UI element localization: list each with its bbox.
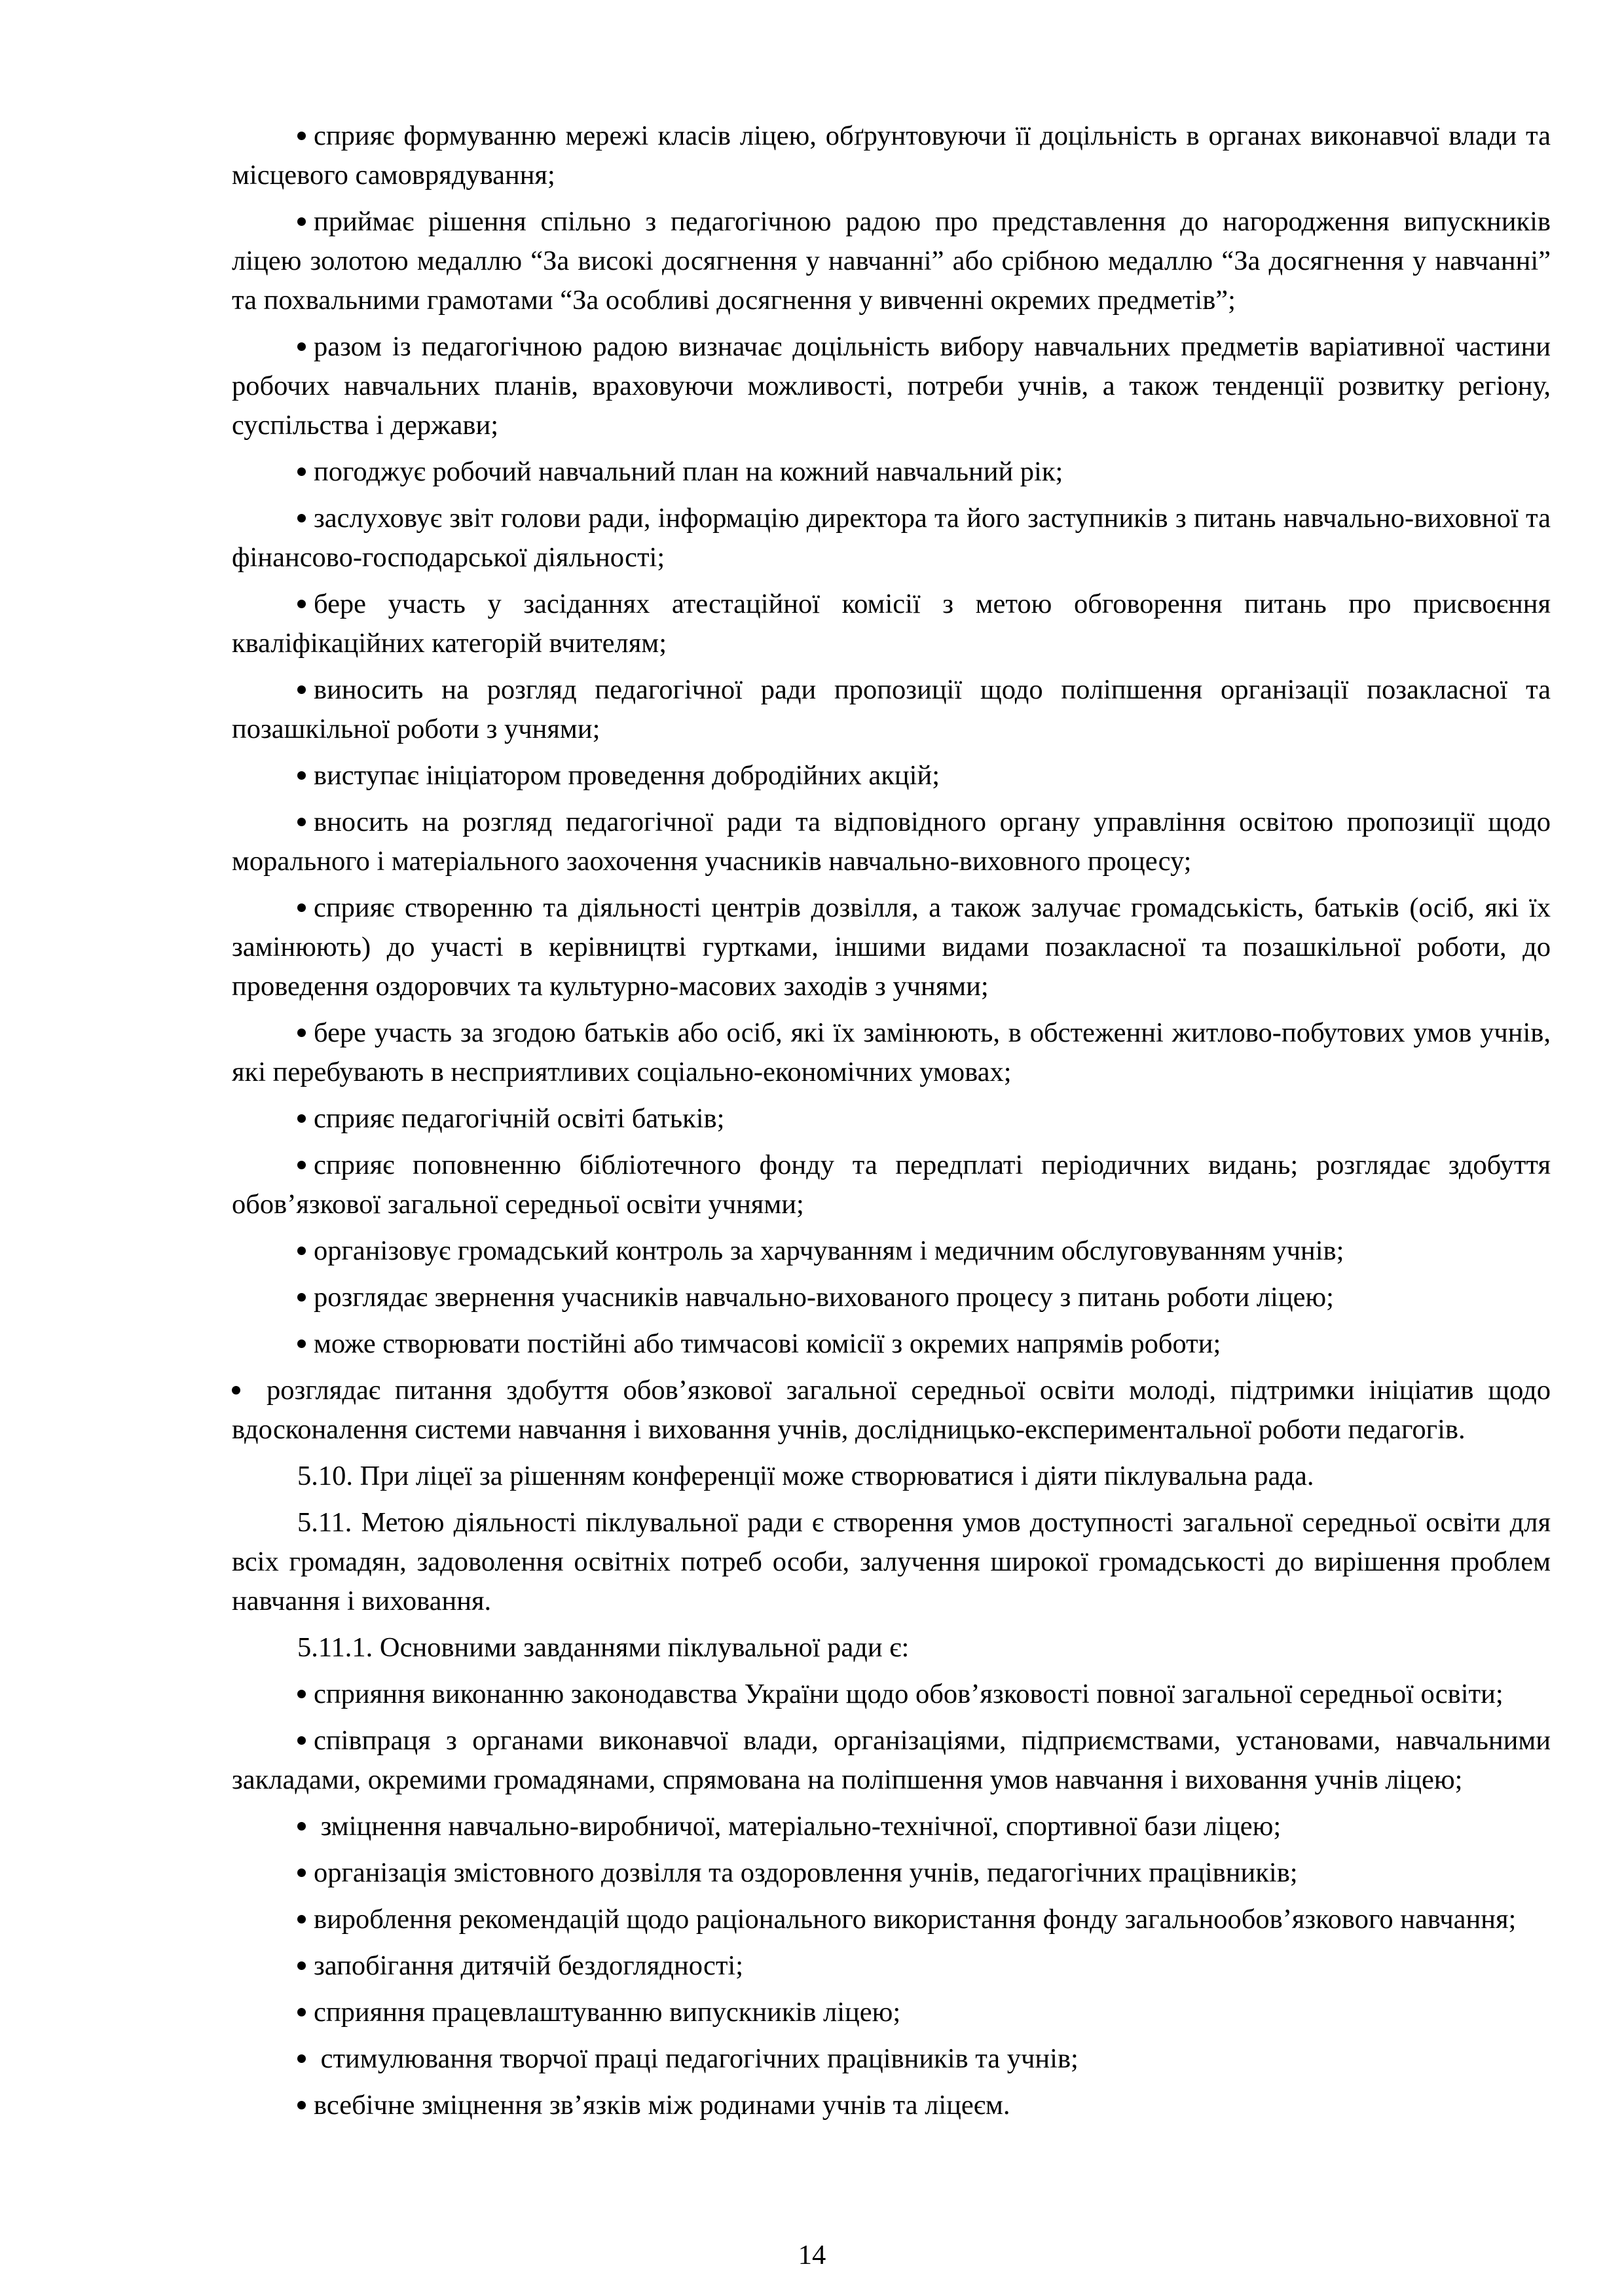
bullet-paragraph (232, 117, 1551, 195)
bullet-icon (297, 1247, 306, 1255)
bullet-paragraph (232, 1853, 1551, 1893)
paragraph-text: сприяє педагогічній освіті батьків; (314, 1103, 725, 1134)
bullet-paragraph (232, 1946, 1551, 1986)
bullet-icon (297, 1736, 306, 1745)
bullet-paragraph (232, 1146, 1551, 1224)
bullet-paragraph (232, 2039, 1551, 2079)
paragraph-text: 5.10. При ліцеї за рішенням конференції може створюватися і діяти піклувальна рада. (297, 1461, 1314, 1491)
bullet-paragraph (232, 1324, 1551, 1364)
bullet-paragraph (232, 1013, 1551, 1092)
paragraph-text: сприяння виконанню законодавства України щодо обов’язковості повної загальної середньої освіти; (314, 1679, 1504, 1709)
paragraph-text: сприяє формуванню мережі класів ліцею, обґрунтовуючи її доцільність в органах виконавчої влади та місцевого самоврядування; (232, 120, 1551, 191)
bullet-paragraph (232, 888, 1551, 1006)
bullet-icon (297, 1339, 306, 1348)
paragraph-text: вносить на розгляд педагогічної ради та відповідного органу управління освітою пропозиції щодо морального і матеріального заохочення учасників навчально-виховного процесу; (232, 807, 1551, 877)
paragraph-text: розглядає звернення учасників навчально-вихованого процесу з питань роботи ліцею; (314, 1282, 1334, 1313)
section-paragraph (232, 1503, 1551, 1621)
bullet-paragraph (232, 452, 1551, 492)
section-paragraph (232, 1628, 1551, 1667)
section-paragraph (232, 1457, 1551, 1496)
document-page (232, 117, 1551, 2132)
bullet-paragraph (232, 1900, 1551, 1939)
bullet-paragraph (232, 1807, 1551, 1846)
page-number: 14 (798, 2240, 826, 2270)
bullet-icon (297, 1822, 306, 1831)
bullet-icon (297, 1690, 306, 1698)
paragraph-text: співпраця з органами виконавчої влади, організаціями, підприємствами, установами, навчальними закладами, окремими громадянами, спрямована на поліпшення умов навчання і виховання учнів ліцею; (232, 1725, 1551, 1795)
bullet-icon (297, 1868, 306, 1877)
paragraph-text: зміцнення навчально-виробничої, матеріально-технічної, спортивної бази ліцею; (314, 1811, 1282, 1842)
paragraph-text: організовує громадський контроль за харчуванням і медичним обслуговуванням учнів; (314, 1235, 1344, 1266)
paragraph-text: розглядає питання здобуття обов’язкової загальної середньої освіти молоді, підтримки ініціатив щодо вдосконалення системи навчання і виховання учнів, дослідницько-експериментальної роботи педагогів. (232, 1375, 1551, 1445)
bullet-icon (297, 467, 306, 476)
paragraph-text: приймає рішення спільно з педагогічною радою про представлення до нагородження випускників ліцею золотою медаллю “За високі досягнення у навчанні” або срібною медаллю “За досягнення у навчанні” та похвальними грамотами “За особливі досягнення у вивченні окремих предметів”; (232, 206, 1551, 316)
paragraph-text: сприяє створенню та діяльності центрів дозвілля, а також залучає громадськість, батьків (осіб, які їх замінюють) до участі в керівництві гуртками, іншими видами позакласної та позашкільної роботи, до проведення оздоровчих та культурно-масових заходів з учнями; (232, 892, 1551, 1002)
paragraph-text: сприяння працевлаштуванню випускників ліцею; (314, 1997, 901, 2028)
paragraph-text: заслуховує звіт голови ради, інформацію директора та його заступників з питань навчально-виховної та фінансово-господарської діяльності; (232, 503, 1551, 573)
paragraph-text: 5.11. Метою діяльності піклувальної ради є створення умов доступності загальної середньої освіти для всіх громадян, задоволення освітніх потреб особи, залучення широкої громадськості до вирішення проблем навчання і виховання. (232, 1507, 1551, 1616)
bullet-icon (297, 217, 306, 226)
paragraph-text: бере участь у засіданнях атестаційної комісії з метою обговорення питань про присвоєння кваліфікаційних категорій вчителям; (232, 589, 1551, 659)
bullet-icon (297, 903, 306, 912)
bullet-icon (297, 1114, 306, 1123)
bullet-icon (297, 818, 306, 826)
bullet-icon (297, 685, 306, 694)
bullet-icon (297, 1961, 306, 1970)
bullet-icon (297, 1293, 306, 1302)
bullet-paragraph (232, 585, 1551, 663)
paragraph-text: стимулювання творчої праці педагогічних працівників та учнів; (314, 2043, 1079, 2074)
bullet-icon (297, 771, 306, 780)
bullet-paragraph (232, 1371, 1551, 1449)
bullet-icon (297, 2101, 306, 2109)
bullet-icon (297, 1915, 306, 1923)
paragraph-text: 5.11.1. Основними завданнями піклувальної ради є: (297, 1632, 910, 1663)
paragraph-text: виносить на розгляд педагогічної ради пропозиції щодо поліпшення організації позакласної та позашкільної роботи з учнями; (232, 674, 1551, 744)
bullet-icon (297, 1161, 306, 1169)
bullet-paragraph (232, 756, 1551, 795)
bullet-paragraph (232, 1675, 1551, 1714)
bullet-paragraph (232, 202, 1551, 320)
bullet-paragraph (232, 803, 1551, 881)
paragraph-text: всебічне зміцнення зв’язків між родинами учнів та ліцеєм. (314, 2090, 1010, 2121)
bullet-icon (297, 2054, 306, 2063)
bullet-paragraph (232, 1993, 1551, 2032)
paragraph-text: бере участь за згодою батьків або осіб, які їх замінюють, в обстеженні житлово-побутових умов учнів, які перебувають в несприятливих соціально-економічних умовах; (232, 1017, 1551, 1087)
paragraph-text: може створювати постійні або тимчасові комісії з окремих напрямів роботи; (314, 1328, 1221, 1359)
paragraph-text: разом із педагогічною радою визначає доцільність вибору навчальних предметів варіативної частини робочих навчальних планів, враховуючи можливості, потреби учнів, а також тенденції розвитку регіону, суспільства і держави; (232, 331, 1551, 441)
bullet-paragraph (232, 2086, 1551, 2125)
bullet-icon (297, 342, 306, 351)
bullet-icon (297, 1029, 306, 1037)
bullet-paragraph (232, 499, 1551, 577)
bullet-icon (297, 2008, 306, 2016)
bullet-icon (232, 1386, 240, 1394)
paragraph-text: погоджує робочий навчальний план на кожний навчальний рік; (314, 456, 1063, 487)
paragraph-text: сприяє поповненню бібліотечного фонду та передплаті періодичних видань; розглядає здобуття обов’язкової загальної середньої освіти учнями; (232, 1150, 1551, 1220)
bullet-icon (297, 132, 306, 140)
bullet-paragraph (232, 670, 1551, 749)
bullet-icon (297, 514, 306, 522)
paragraph-text: виступає ініціатором проведення добродійних акцій; (314, 760, 940, 791)
bullet-paragraph (232, 1278, 1551, 1317)
bullet-paragraph (232, 1231, 1551, 1271)
paragraph-text: організація змістовного дозвілля та оздоровлення учнів, педагогічних працівників; (314, 1857, 1298, 1888)
bullet-paragraph (232, 327, 1551, 445)
bullet-paragraph (232, 1099, 1551, 1139)
bullet-icon (297, 600, 306, 608)
paragraph-text: вироблення рекомендацій щодо раціонального використання фонду загальнообов’язкового навчання; (314, 1904, 1517, 1935)
paragraph-text: запобігання дитячій бездоглядності; (314, 1950, 744, 1981)
bullet-paragraph (232, 1721, 1551, 1800)
